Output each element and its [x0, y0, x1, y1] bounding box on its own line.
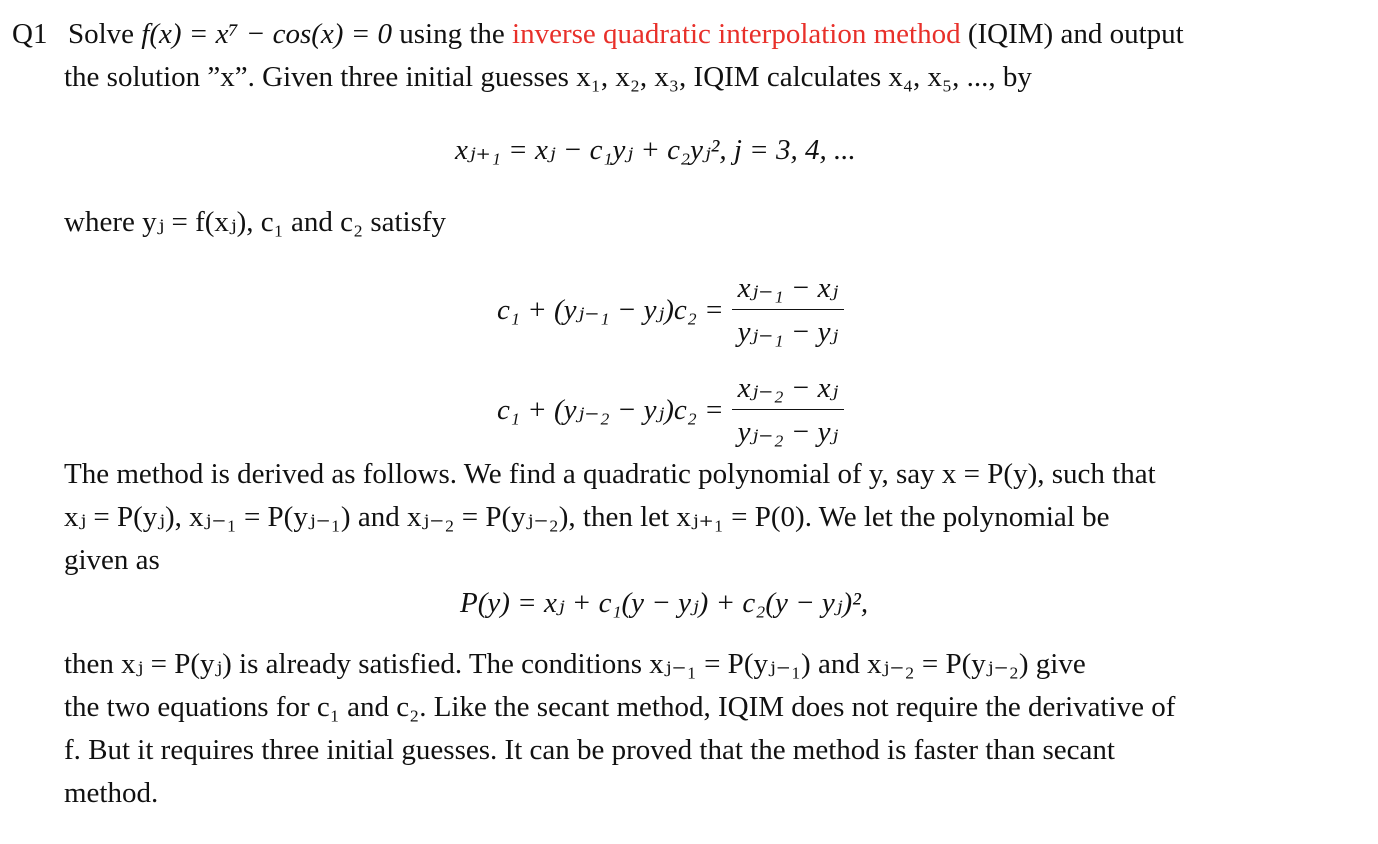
intro-text-b: using the [399, 18, 505, 50]
paragraph-2-line-3: f. But it requires three initial guesses. It can be proved that the method is faster than secant [64, 734, 1115, 766]
paragraph-2-line-4: method. [64, 777, 159, 809]
question-second-line: the solution ”x”. Given three initial guesses x₁, x₂, x₃, IQIM calculates x₄, x₅, ..., by [64, 61, 1032, 93]
eq1-numerator: xⱼ₋₁ − xⱼ [732, 270, 845, 310]
where-line: where yⱼ = f(xⱼ), c₁ and c₂ satisfy [64, 206, 447, 238]
eq2-denominator: yⱼ₋₂ − yⱼ [737, 416, 839, 448]
eq2-numerator: xⱼ₋₂ − xⱼ [732, 370, 845, 410]
condition-equation-1 [497, 270, 844, 349]
eq2-lhs: c₁ + (yⱼ₋₂ − yⱼ)c₂ = [497, 394, 724, 426]
paragraph-1-line-3: given as [64, 544, 160, 576]
question-label: Q1 [12, 18, 48, 50]
intro-text-c: (IQIM) and output [967, 18, 1184, 50]
update-formula: xⱼ₊₁ = xⱼ − c₁yⱼ + c₂yⱼ², j = 3, 4, ... [455, 134, 856, 166]
intro-text-a: Solve [67, 18, 135, 50]
function-expression: f(x) = x⁷ − cos(x) = 0 [141, 18, 393, 50]
question-first-line [12, 20, 1184, 49]
paragraph-2-line-1: then xⱼ = P(yⱼ) is already satisfied. The conditions xⱼ₋₁ = P(yⱼ₋₁) and xⱼ₋₂ = P(yⱼ₋₂) give [64, 648, 1086, 680]
eq1-denominator: yⱼ₋₁ − yⱼ [737, 316, 839, 348]
eq2-fraction [732, 370, 845, 449]
eq1-lhs: c₁ + (yⱼ₋₁ − yⱼ)c₂ = [497, 294, 724, 326]
paragraph-1-line-1: The method is derived as follows. We find a quadratic polynomial of y, say x = P(y), such that [64, 458, 1156, 490]
paragraph-2-line-2: the two equations for c₁ and c₂. Like the secant method, IQIM does not require the derivative of [64, 691, 1176, 723]
condition-equation-2 [497, 370, 844, 449]
polynomial-formula: P(y) = xⱼ + c₁(y − yⱼ) + c₂(y − yⱼ)², [460, 587, 869, 619]
eq1-fraction [732, 270, 845, 349]
paragraph-1-line-2: xⱼ = P(yⱼ), xⱼ₋₁ = P(yⱼ₋₁) and xⱼ₋₂ = P(yⱼ₋₂), then let xⱼ₊₁ = P(0). We let the polynomial be [64, 501, 1110, 533]
method-name: inverse quadratic interpolation method [512, 18, 961, 50]
